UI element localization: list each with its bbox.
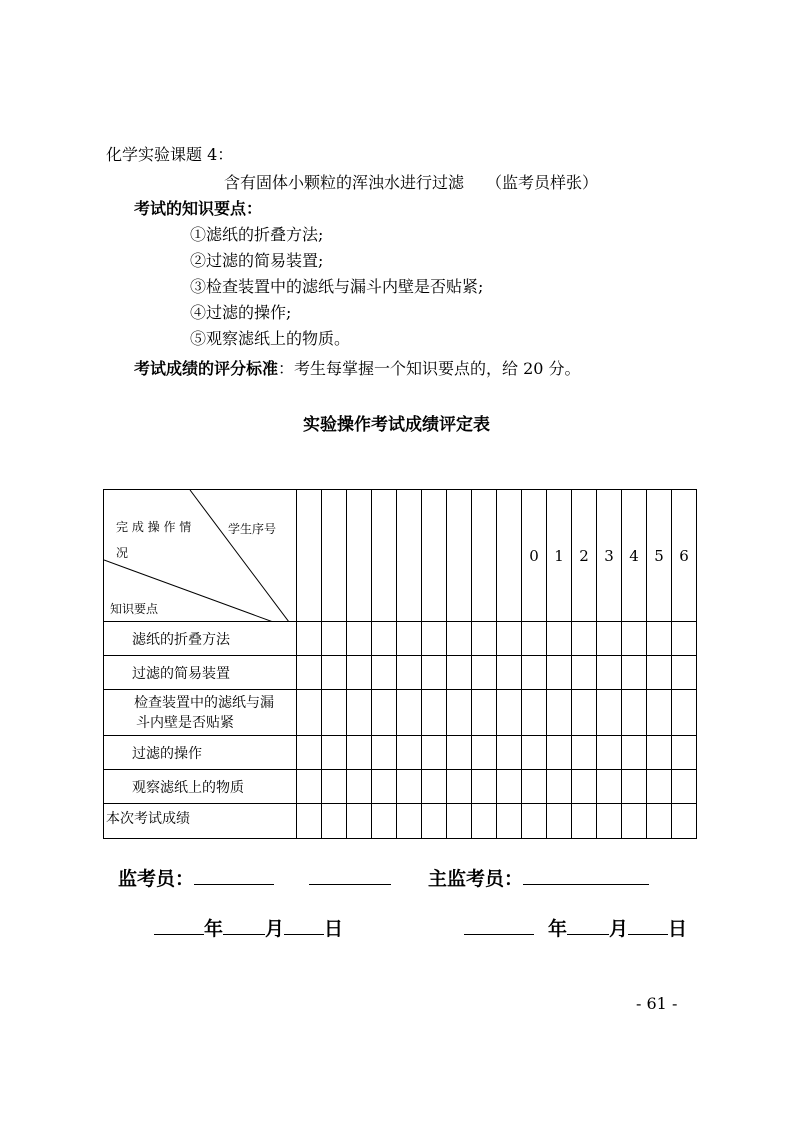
point-5: ⑤观察滤纸上的物质。 bbox=[190, 329, 351, 348]
examiner-line-2[interactable] bbox=[309, 866, 391, 885]
student-col-8 bbox=[472, 490, 497, 622]
points-heading: 考试的知识要点： bbox=[134, 199, 263, 218]
month-label-left: 月 bbox=[265, 918, 285, 940]
chief-examiner-label: 主监考员： bbox=[428, 868, 524, 890]
examiner-copy-note: （监考员样张） bbox=[486, 173, 599, 192]
examiner-signature bbox=[118, 864, 391, 891]
page-number: - 61 - bbox=[636, 994, 678, 1013]
student-col-1 bbox=[297, 490, 322, 622]
date-right bbox=[464, 914, 687, 941]
table-title: 实验操作考试成绩评定表 bbox=[303, 415, 490, 435]
score-table bbox=[103, 489, 697, 839]
header-completion-label: 完 成 操 作 情 bbox=[116, 520, 192, 534]
table-row bbox=[104, 736, 697, 770]
day-label-left: 日 bbox=[324, 918, 344, 940]
day-blank-left[interactable] bbox=[284, 916, 324, 935]
examiner-line-1[interactable] bbox=[194, 866, 274, 885]
table-row bbox=[104, 770, 697, 804]
row-label-total: 本次考试成绩 bbox=[104, 804, 297, 839]
scoring-standard-label: 考试成绩的评分标准 bbox=[134, 359, 279, 378]
date-left bbox=[154, 914, 343, 941]
point-1: ①滤纸的折叠方法; bbox=[190, 225, 324, 244]
table-row bbox=[104, 656, 697, 690]
day-blank-right[interactable] bbox=[628, 916, 668, 935]
student-col-2 bbox=[322, 490, 347, 622]
header-knowledge-label: 知识要点 bbox=[110, 602, 159, 616]
student-col-2b: 2 bbox=[572, 490, 597, 622]
student-col-1b: 1 bbox=[547, 490, 572, 622]
row-label-check-fit-line2: 斗内壁是否贴紧 bbox=[136, 714, 234, 731]
month-label-right: 月 bbox=[609, 918, 629, 940]
experiment-title-text: 含有固体小颗粒的浑浊水进行过滤 bbox=[224, 173, 465, 192]
header-student-number-label: 学生序号 bbox=[228, 522, 277, 536]
student-col-6b: 6 bbox=[672, 490, 697, 622]
month-blank-left[interactable] bbox=[223, 916, 265, 935]
student-col-5 bbox=[397, 490, 422, 622]
scoring-standard-text: ：考生每掌握一个知识要点的，给 20 分。 bbox=[278, 359, 581, 378]
examiner-label: 监考员： bbox=[118, 868, 195, 890]
row-label-apparatus: 过滤的简易装置 bbox=[104, 656, 297, 690]
point-3: ③检查装置中的滤纸与漏斗内壁是否贴紧; bbox=[190, 277, 484, 296]
table-row bbox=[104, 690, 697, 736]
experiment-title bbox=[224, 170, 598, 193]
chief-examiner-signature bbox=[428, 864, 649, 891]
year-blank-right[interactable] bbox=[464, 916, 534, 935]
row-label-operation: 过滤的操作 bbox=[104, 736, 297, 770]
student-col-9 bbox=[497, 490, 522, 622]
month-blank-right[interactable] bbox=[567, 916, 609, 935]
student-col-3b: 3 bbox=[597, 490, 622, 622]
student-col-6 bbox=[422, 490, 447, 622]
row-label-observe: 观察滤纸上的物质 bbox=[104, 770, 297, 804]
point-4: ④过滤的操作; bbox=[190, 303, 292, 322]
page-heading: 化学实验课题 4： bbox=[106, 145, 234, 164]
row-label-folding: 滤纸的折叠方法 bbox=[104, 622, 297, 656]
diagonal-header-cell bbox=[104, 490, 297, 622]
chief-examiner-line[interactable] bbox=[523, 866, 649, 885]
row-label-check-fit-line1: 检查装置中的滤纸与漏 bbox=[134, 694, 274, 711]
table-row bbox=[104, 804, 697, 839]
point-2: ②过滤的简易装置; bbox=[190, 251, 324, 270]
scoring-standard bbox=[134, 356, 581, 379]
student-col-3 bbox=[347, 490, 372, 622]
year-label-left: 年 bbox=[204, 918, 224, 940]
table-row bbox=[104, 622, 697, 656]
student-col-5b: 5 bbox=[647, 490, 672, 622]
row-label-check-fit bbox=[104, 690, 297, 736]
day-label-right: 日 bbox=[668, 918, 688, 940]
student-col-4 bbox=[372, 490, 397, 622]
student-col-0: 0 bbox=[522, 490, 547, 622]
student-col-4b: 4 bbox=[622, 490, 647, 622]
year-label-right: 年 bbox=[548, 918, 568, 940]
year-blank-left[interactable] bbox=[154, 916, 204, 935]
header-row bbox=[104, 490, 697, 622]
header-completion-label-2: 况 bbox=[116, 546, 129, 560]
student-col-7 bbox=[447, 490, 472, 622]
